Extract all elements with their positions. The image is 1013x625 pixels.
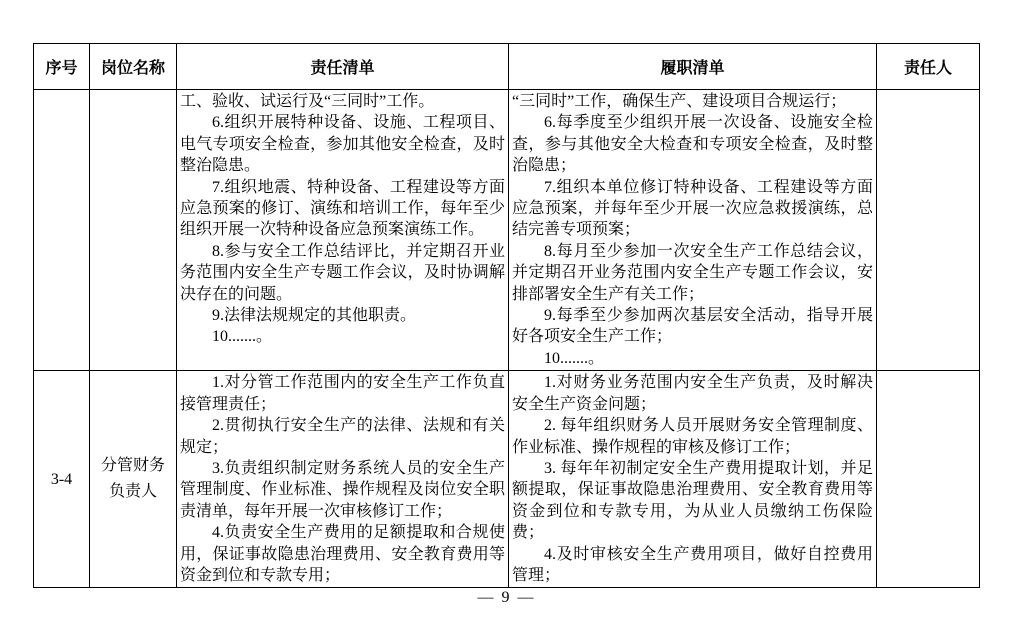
header-position: 岗位名称: [90, 44, 177, 90]
position-cell: [90, 371, 177, 588]
responsibility-table: [33, 43, 980, 588]
page-number: — 9 —: [477, 589, 536, 606]
position-name-line: 负责人: [108, 483, 157, 501]
duty-item: 4.及时审核安全生产费用项目，做好自控费用管理；: [512, 545, 873, 584]
responsibility-item: 10.......。: [212, 328, 273, 346]
header-person: 责任人: [877, 44, 980, 90]
responsibility-item: 3.负责组织制定财务系统人员的安全生产管理制度、作业标准、操作规程及岗位安全职责清单，每年开展一次审核修订工作；: [180, 459, 505, 520]
duty-cell: [509, 90, 877, 371]
responsibility-item: 1.对分管工作范围内的安全生产工作负直接管理责任；: [180, 374, 505, 413]
header-responsibility-list: 责任清单: [177, 44, 509, 90]
duty-item: 1.对财务业务范围内安全生产负责，及时解决安全生产资金问题；: [512, 374, 873, 413]
duty-item: 8.每月至少参加一次安全生产工作总结会议，并定期召开业务范围内安全生产专题工作会议，安排部署安全生产有关工作；: [512, 242, 873, 303]
responsibility-item: 4.负责安全生产费用的足额提取和合规使用，保证事故隐患治理费用、安全教育费用等资金到位和专款专用；: [180, 524, 505, 584]
duty-item: “三同时”工作，确保生产、建设项目合规运行；: [512, 93, 847, 110]
responsibility-item: 2.贯彻执行安全生产的法律、法规和有关规定；: [180, 417, 505, 456]
duty-item: 2. 每年组织财务人员开展财务安全管理制度、作业标准、操作规程的审核及修订工作；: [512, 417, 873, 456]
responsibility-item: 工、验收、试运行及“三同时”工作。: [180, 93, 435, 110]
responsibility-cell: [177, 371, 509, 588]
header-seq: 序号: [34, 44, 90, 90]
duty-item: 9.每季至少参加两次基层安全活动，指导开展好各项安全生产工作；: [512, 307, 873, 346]
position-cell: [90, 90, 177, 371]
table-row-3-4: [34, 371, 980, 588]
responsibility-cell: [177, 90, 509, 371]
table-row-continuation: [34, 90, 980, 371]
person-cell: [877, 90, 980, 371]
seq-cell: 3-4: [34, 371, 90, 588]
duty-item: 7.组织本单位修订特种设备、工程建设等方面应急预案，并每年至少开展一次应急救援演练，总结完善专项预案；: [512, 178, 873, 239]
person-cell: [877, 371, 980, 588]
duty-cell: [509, 371, 877, 588]
responsibility-item: 9.法律法规规定的其他职责。: [212, 307, 417, 325]
responsibility-item: 8.参与安全工作总结评比，并定期召开业务范围内安全生产专题工作会议，及时协调解决存在的问题。: [180, 242, 505, 303]
duty-item: 3. 每年年初制定安全生产费用提取计划，并足额提取，保证事故隐患治理费用、安全教育费用等资金到位和专款专用，为从业人员缴纳工伤保险费；: [512, 459, 873, 542]
responsibility-item: 7.组织地震、特种设备、工程建设等方面应急预案的修订、演练和培训工作，每年至少组织开展一次特种设备应急预案演练工作。: [180, 178, 505, 239]
header-duty-list: 履职清单: [509, 44, 877, 90]
responsibility-item: 6.组织开展特种设备、设施、工程项目、电气专项安全检查，参加其他安全检查，及时整治隐患。: [180, 114, 505, 175]
seq-cell: [34, 90, 90, 371]
table-header-row: [34, 44, 980, 90]
position-name-line: 分管财务: [100, 457, 165, 475]
duty-item: 10.......。: [544, 349, 605, 367]
duty-item: 6.每季度至少组织开展一次设备、设施安全检查，参与其他安全大检查和专项安全检查，及时整治隐患；: [512, 114, 873, 175]
